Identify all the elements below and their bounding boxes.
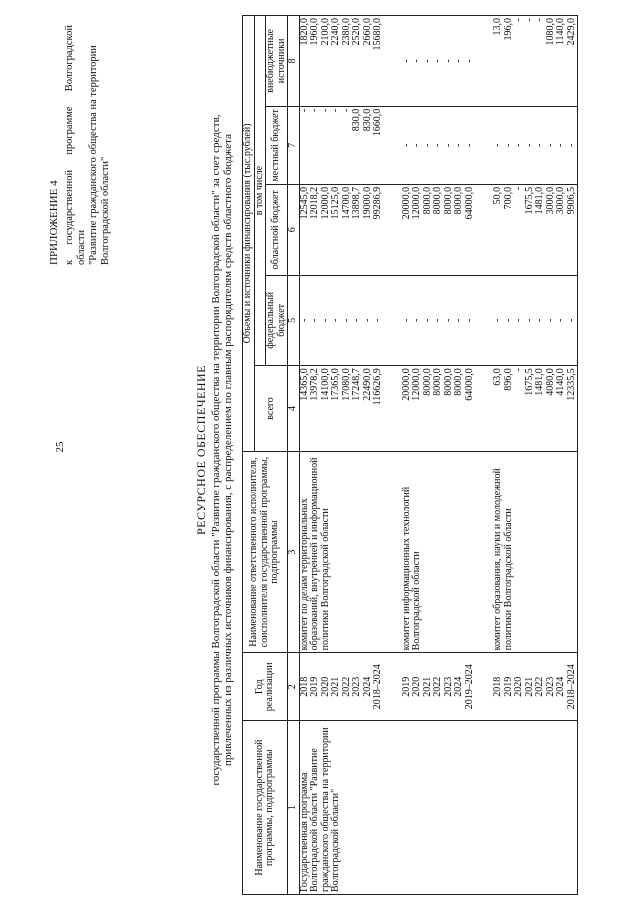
- header-year: Год реализации: [243, 653, 288, 721]
- header-local: местный бюджет: [266, 106, 288, 184]
- federal-cell: - - - - - - - -: [299, 275, 384, 366]
- header-including: в том числе: [254, 16, 266, 366]
- header-program-name: Наименование государственной программы, подпрограммы: [243, 721, 288, 895]
- col-num-1: 1: [288, 721, 300, 895]
- resource-table: [242, 15, 578, 895]
- document-subtitle: [210, 35, 234, 865]
- regional-cell: 50,0 700,0 - 1675,5 1481,0 3000,0 3000,0 9906,5: [475, 184, 578, 275]
- extrabudget-cell: 1820,0 1960,0 2100,0 2240,0 2380,0 2520,0 2660,0 15680,0: [299, 16, 384, 107]
- appendix-title: ПРИЛОЖЕНИЕ 4: [48, 180, 60, 265]
- total-cell: 20000,0 12000,0 8000,0 8000,0 8000,0 8000,0 64000,0: [384, 366, 476, 452]
- subtitle-line-2: привлеченных из различных источников финансирования, с распределением по главным распорядителям средств областного бюджета: [222, 134, 234, 766]
- rotated-document-sheet: [20, 0, 620, 905]
- col-num-5: 5: [288, 275, 300, 366]
- years-cell: 2019 2020 2021 2022 2023 2024 2019–2024: [384, 653, 476, 721]
- header-extrabudget: внебюджетные источники: [266, 16, 288, 107]
- federal-cell: - - - - - - -: [384, 275, 476, 366]
- local-cell: - - - - - - - -: [475, 106, 578, 184]
- regional-cell: 20000,0 12000,0 8000,0 8000,0 8000,0 8000,0 64000,0: [384, 184, 476, 275]
- header-funding: Объемы и источники финансирования (тыс.рублей): [243, 16, 255, 452]
- appendix-block: [48, 25, 112, 265]
- document-title: РЕСУРСНОЕ ОБЕСПЕЧЕНИЕ: [194, 365, 208, 536]
- extrabudget-cell: 13,0 196,0 - - - 1080,0 1140,0 2429,0: [475, 16, 578, 107]
- table-row: [475, 16, 578, 895]
- header-total: всего: [254, 366, 288, 452]
- extrabudget-cell: - - - - - - -: [384, 16, 476, 107]
- page-number: 25: [54, 441, 66, 453]
- local-cell: - - - - - 830,0 830,0 1660,0: [299, 106, 384, 184]
- col-num-6: 6: [288, 184, 300, 275]
- appendix-line-2: "Развитие гражданского общества на территории: [88, 45, 99, 265]
- regional-cell: 12545,0 12018,2 12000,0 15125,0 14700,0 13898,7 19000,0 99286,9: [299, 184, 384, 275]
- table-row: [384, 16, 476, 895]
- executor-cell: комитет по делам территориальных образований, внутренней и информационной политики Волгоградской области: [299, 451, 384, 653]
- total-cell: 14365,0 13978,2 14100,0 17365,0 17080,0 17248,7 22490,0 116626,9: [299, 366, 384, 452]
- subtitle-line-1: государственной программы Волгоградской области "Развитие гражданского общества на территории Волгоградской области" за счет средств,: [210, 114, 222, 786]
- executor-cell: комитет информационных технологий Волгоградской области: [384, 451, 476, 653]
- years-cell: 2018 2019 2020 2021 2022 2023 2024 2018–2024: [299, 653, 384, 721]
- appendix-line-3: Волгоградской области": [100, 156, 111, 265]
- program-name-cell: [384, 721, 476, 895]
- col-num-2: 2: [288, 653, 300, 721]
- local-cell: - - - - - - -: [384, 106, 476, 184]
- table-row: [299, 16, 384, 895]
- header-regional: областной бюджет: [266, 184, 288, 275]
- federal-cell: - - - - - - - -: [475, 275, 578, 366]
- total-cell: 63,0 896,0 - 1675,5 1481,0 4080,0 4140,0 12335,5: [475, 366, 578, 452]
- program-name-cell: Государственная программа Волгоградской области "Развитие гражданского общества на территории Волгоградской области": [299, 721, 384, 895]
- years-cell: 2018 2019 2020 2021 2022 2023 2024 2018–2024: [475, 653, 578, 721]
- col-num-4: 4: [288, 366, 300, 452]
- appendix-line-1: к государственной программе Волгоградской области: [64, 25, 87, 265]
- header-executor: Наименование ответственного исполнителя, соисполнителя государственной программы, подпрограммы: [243, 451, 288, 653]
- col-num-8: 8: [288, 16, 300, 107]
- col-num-7: 7: [288, 106, 300, 184]
- executor-cell: комитет образования, науки и молодежной политики Волгоградской области: [475, 451, 578, 653]
- program-name-cell: [475, 721, 578, 895]
- col-num-3: 3: [288, 451, 300, 653]
- header-federal: федеральный бюджет: [266, 275, 288, 366]
